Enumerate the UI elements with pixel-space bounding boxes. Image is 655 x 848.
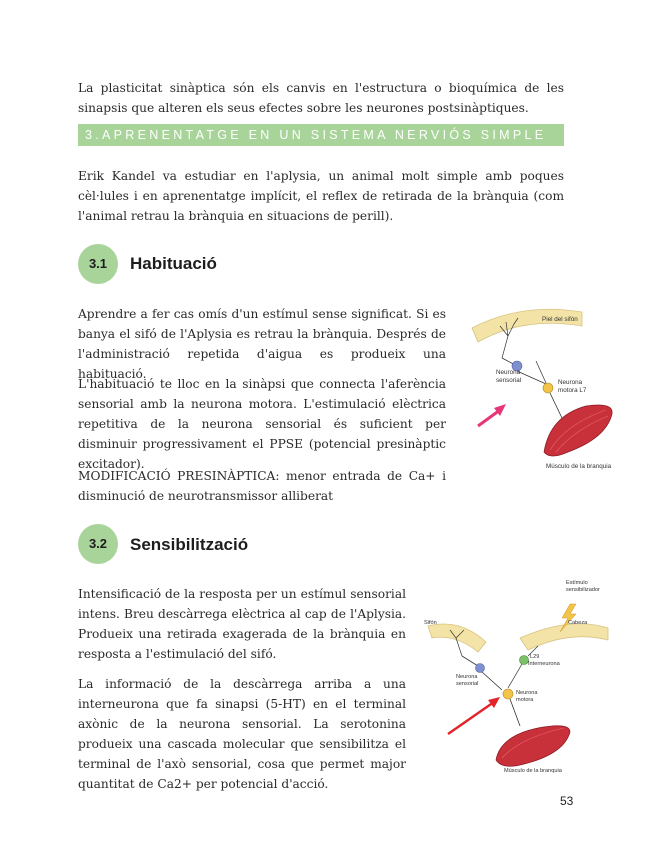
sensitization-diagram — [420, 576, 620, 776]
habituation-diagram — [462, 306, 622, 474]
gill-muscle — [544, 405, 612, 456]
label-head: Cabeza — [568, 620, 588, 626]
habituation-paragraph-1: Aprendre a fer cas omís d'un estímul sense significat. Si es banya el sifó de l'Aplysia es retrau la brànquia. Després de l'administració repetida d'aigua es produeix una habituació. — [78, 307, 446, 381]
sensory-neuron — [476, 664, 485, 673]
label-gill-muscle: Músculo de la branquia — [546, 463, 612, 470]
label-motor-neuron-2: motora — [516, 697, 534, 703]
section-number-badge: 3.2 — [78, 524, 118, 564]
sensitization-paragraph-1: Intensificació de la resposta per un estímul sensorial intens. Breu descàrrega elèctrica al cap de l'Aplysia. Produeix una retirada exagerada de la brànquia en resposta a l'estimulació del sifó. — [78, 587, 406, 661]
section-title: Habituació — [130, 254, 217, 273]
label-stimulus-2: sensibilizador — [566, 587, 600, 593]
label-siphon-skin: Piel del sifón — [542, 316, 578, 323]
motor-neuron — [543, 383, 553, 393]
motor-neuron — [503, 689, 513, 699]
label-sensory-neuron-2: sensorial — [496, 377, 522, 384]
label-motor-neuron-2: motora L7 — [558, 387, 587, 394]
label-sensory-neuron-1: Neurona — [456, 674, 478, 680]
intro-paragraph: La plasticitat sinàptica són els canvis en l'estructura o bioquímica de les sinapsis que alteren els seus efectes sobre les neurones postsinàptiques. — [78, 81, 564, 115]
label-interneuron-1: L29 — [530, 654, 540, 660]
section-number-badge: 3.1 — [78, 244, 118, 284]
sensitization-paragraph-2: La informació de la descàrrega arriba a una interneurona que fa sinapsi (5-HT) en el terminal axònic de la neurona sensorial. La serotonina produeix una cascada molecular que sensibilitza el terminal de l'axò sensorial, cosa que permet major quantitat de Ca2+ per potencial d'acció. — [78, 677, 406, 791]
siphon-skin — [472, 309, 582, 342]
label-motor-neuron-1: Neurona — [558, 379, 583, 386]
label-stimulus-1: Estímulo — [566, 580, 588, 586]
siphon-skin — [428, 624, 486, 652]
label-siphon: Sifón — [424, 620, 437, 626]
section-intro-paragraph: Erik Kandel va estudiar en l'aplysia, un animal molt simple amb poques cèl·lules i en aprenentatge implícit, el reflex de retirada de la brànquia (com l'animal retrau la brànquia en situacions de perill). — [78, 169, 564, 223]
label-sensory-neuron-1: Neurona — [496, 369, 521, 376]
habituation-paragraph-2: L'habituació te lloc en la sinàpsi que connecta l'aferència sensorial amb la neurona motora. L'estimulació elèctrica repetitiva de la neurona sensorial és suficient per disminuir progressivament el PPSE (potencial presinàptic excitador). — [78, 377, 446, 471]
label-gill-muscle: Músculo de la branquia — [504, 768, 562, 774]
gill-muscle — [496, 726, 570, 767]
section-title: Sensibilització — [130, 535, 249, 554]
label-interneuron-2: Interneurona — [528, 661, 560, 667]
label-motor-neuron-1: Neurona — [516, 690, 538, 696]
section-banner: 3.APRENENTATGE EN UN SISTEMA NERVIÓS SIMPLE — [78, 124, 564, 146]
page-number: 53 — [560, 794, 574, 808]
habituation-paragraph-3: MODIFICACIÓ PRESINÀPTICA: menor entrada de Ca+ i disminució de neurotransmissor alliberat — [78, 469, 446, 503]
label-sensory-neuron-2: sensorial — [456, 681, 479, 687]
